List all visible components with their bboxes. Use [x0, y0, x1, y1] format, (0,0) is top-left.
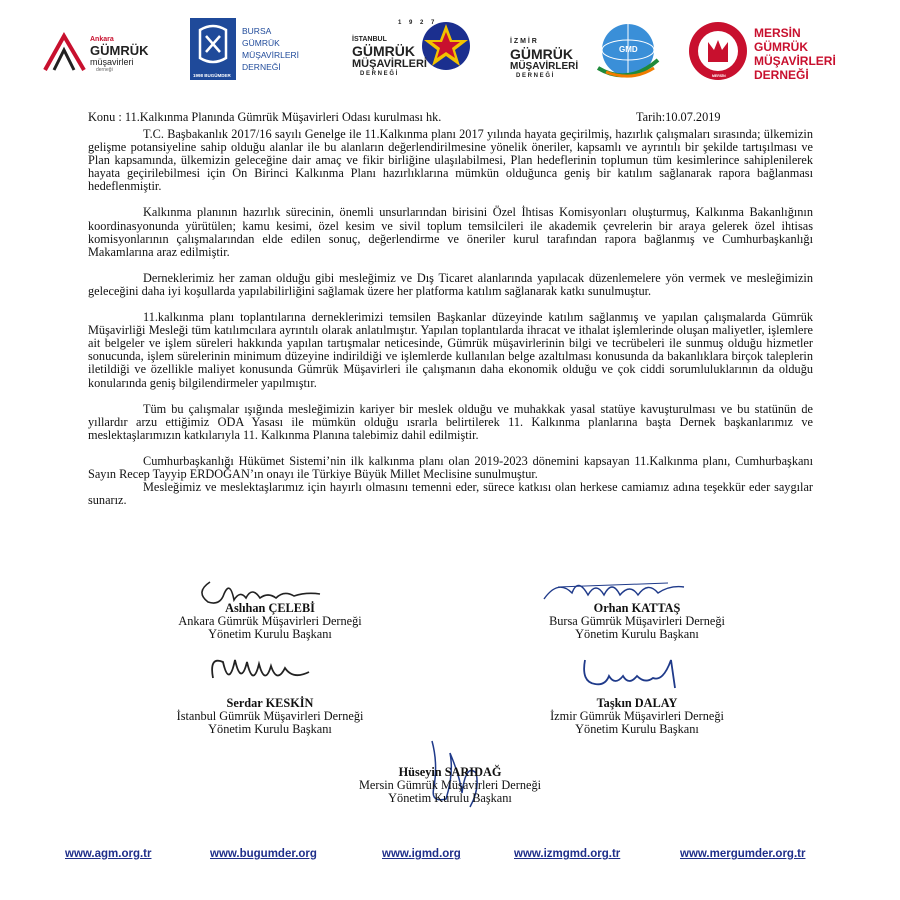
- signatory-org: İstanbul Gümrük Müşavirleri Derneği: [176, 709, 364, 723]
- signatory-org: İzmir Gümrük Müşavirleri Derneği: [550, 709, 724, 723]
- izmir-logo-badge: GMD: [619, 45, 638, 54]
- signatory-name: Serdar KESKİN: [226, 696, 314, 710]
- paragraph-1: T.C. Başbakanlık 2017/16 sayılı Genelge ile 11.Kalkınma planı 2017 yılında hayata geçirilmiş, hazırlık çalışmaları sırasında; ülkemizin gelişme potansiyeline sahip olduğu alanlar ile bu alanların değerlendirilmesine yönelik öneriler, kapsamlı ve ayrıntılı bir şekilde tartışılması ve Plan kapsamında, ülkemizin geleceğine dair amaç ve fikir birliğine ulaşılabilmesi, Plan hedeflerinin toplumun tüm kesimlerince sahiplenilerek hayata geçirilebilmesi için On Birinci Kalkınma Planı hazırlıklarına mümkün olduğunca geniş bir katılım sağlanarak rapora bağlanması hedeflenmiştir.: [88, 127, 813, 194]
- bursa-logo: [190, 18, 330, 88]
- link-mergumder[interactable]: www.mergumder.org.tr: [680, 848, 806, 860]
- signatory-name: Orhan KATTAŞ: [593, 601, 681, 615]
- mersin-logo-line1: MERSİN: [754, 26, 801, 40]
- signatory-org: Bursa Gümrük Müşavirleri Derneği: [549, 614, 725, 628]
- document-date: Tarih:10.07.2019: [636, 110, 721, 124]
- signature-block-bursa: [487, 602, 787, 641]
- signatory-org: Ankara Gümrük Müşavirleri Derneği: [178, 614, 362, 628]
- bursa-logo-line2: GÜMRÜK: [242, 38, 280, 48]
- izmir-logo-line1: İ Z M İ R: [510, 38, 537, 45]
- bursa-emblem-icon: [190, 18, 236, 80]
- letter-body: [88, 128, 813, 507]
- ankara-logo-line3: müşavirleri: [90, 57, 134, 67]
- istanbul-logo-line3: MÜŞAVİRLERİ: [352, 58, 427, 70]
- signature-block-mersin: [300, 766, 600, 805]
- signatory-name: Hüseyin SARIDAĞ: [398, 765, 502, 779]
- mersin-logo-line4: DERNEĞİ: [754, 68, 809, 82]
- mersin-logo: [688, 18, 860, 88]
- istanbul-logo-line2: GÜMRÜK: [352, 43, 415, 59]
- signatory-title: Yönetim Kurulu Başkanı: [575, 722, 699, 736]
- istanbul-logo-year: 1 9 2 7: [398, 20, 438, 26]
- mersin-logo-line2: GÜMRÜK: [754, 40, 808, 54]
- link-agm[interactable]: www.agm.org.tr: [65, 848, 152, 860]
- signature-scribble-dalay: [575, 648, 685, 694]
- mersin-logo-line3: MÜŞAVİRLERİ: [754, 54, 836, 68]
- signatory-title: Yönetim Kurulu Başkanı: [575, 627, 699, 641]
- ankara-logo-line4: derneği: [96, 67, 113, 73]
- mersin-logo-ring: MERSİN: [712, 74, 726, 78]
- izmir-logo-line3: MÜŞAVİRLERİ: [510, 61, 579, 72]
- signatory-name: Aslıhan ÇELEBİ: [225, 601, 315, 615]
- istanbul-logo: [350, 18, 480, 88]
- signature-scribble-keskin: [205, 648, 315, 696]
- bursa-logo-line3: MÜŞAVİRLERİ: [242, 50, 299, 60]
- paragraph-2: Kalkınma planının hazırlık sürecinin, önemli unsurlarından birisini Özel İhtisas Komisyonları oluşturmuş, Kalkınma Bakanlığının koordinasyonunda yürütülen; kamu kesimi, özel kesim ve sivil toplum temsilcileri ile akademik çevrelerin bir araya gelerek özel ihtisas komisyonlarının çalışmalarından elde edilen sonuç, değerlendirme ve öneriler kurul tarafından rapora bağlanmış ve Cumhurbaşkanlığı Makamlarına araz edilmiştir.: [88, 205, 813, 259]
- signatory-title: Yönetim Kurulu Başkanı: [208, 627, 332, 641]
- signature-block-istanbul: [120, 697, 420, 736]
- logo-bar: [40, 18, 860, 90]
- paragraph-7: Mesleğimiz ve meslektaşlarımız için hayırlı olmasını temenni eder, sürece katkısı olan herkese camiamız adına teşekkür eder saygılar sunarız.: [88, 480, 813, 508]
- link-izmgmd[interactable]: www.izmgmd.org.tr: [514, 848, 621, 860]
- paragraph-6: Cumhurbaşkanlığı Hükümet Sistemi’nin ilk kalkınma planı olan 2019-2023 dönemini kapsayan 11.Kalkınma planı, Cumhurbaşkanı Sayın Recep Tayyip ERDOĞAN’ın onayı ile Türkiye Büyük Millet Meclisine sunulmuştur.: [88, 453, 813, 481]
- paragraph-4: 11.kalkınma planı toplantılarına derneklerimizi temsilen Başkanlar düzeyinde katılım sağlanmış ve yapılan çalışmalarda Gümrük Müşavirliği Mesleği tüm katılımcılara ayrıntılı olarak anlatılmıştır. Yapılan toplantılarda ihracat ve ithalat işlemlerinde oluşan maliyetler, işlemlere ait belgeler ve işlem süreleri hakkında yapılan tartışmalar neticesinde, Gümrük müşavirlerinin bilgi ve tecrübeleri ile sunmuş olduğu hizmetler sonucunda, işlem sürelerinin minimum düzeyine indirildiği ve işlemlerde kullanılan belge azaltılması konusunda da bakanlıklara birçok taleplerin iletildiği ve özellikle maliyet konusunda Gümrük Müşavirleri ile çalışmanın daha ekonomik olduğu ve çok ciddi sorumluluklarının da olduğu konularında geniş bilgilendirmeler yapılmıştır.: [88, 310, 813, 390]
- ankara-logo-line2: GÜMRÜK: [90, 43, 149, 58]
- paragraph-3: Derneklerimiz her zaman olduğu gibi mesleğimiz ve Dış Ticaret alanlarında yapılacak düzenlemelere yön vermek ve mesleğimizin geleceğini daha iyi koşullarda yapılabilirliğini sağlamak üzere her platforma katılım sağlanarak katkı sunulmuştur.: [88, 270, 813, 298]
- ankara-logo: [40, 18, 170, 88]
- ankara-emblem-icon: [40, 28, 90, 78]
- signatory-org: Mersin Gümrük Müşavirleri Derneği: [358, 778, 542, 792]
- signature-block-izmir: [487, 697, 787, 736]
- link-igmd[interactable]: www.igmd.org: [382, 848, 461, 860]
- bursa-logo-line4: DERNEĞİ: [242, 62, 281, 72]
- bursa-logo-line1: BURSA: [242, 26, 272, 36]
- signatory-name: Taşkın DALAY: [596, 696, 678, 710]
- izmir-logo: [510, 18, 660, 88]
- bursa-logo-year: 1998 BUGÜMDER: [193, 73, 231, 78]
- subject-line: Konu : 11.Kalkınma Planında Gümrük Müşavirleri Odası kurulması hk.: [88, 110, 442, 124]
- signature-block-ankara: [120, 602, 420, 641]
- ankara-logo-line1: Ankara: [90, 36, 114, 43]
- izmir-logo-line4: D E R N E Ğ İ: [516, 73, 554, 79]
- link-bugumder[interactable]: www.bugumder.org: [210, 848, 317, 860]
- signatory-title: Yönetim Kurulu Başkanı: [388, 791, 512, 805]
- istanbul-logo-line1: İSTANBUL: [352, 36, 387, 43]
- istanbul-logo-line4: D E R N E Ğ İ: [360, 71, 398, 77]
- paragraph-5: Tüm bu çalışmalar ışığında mesleğimizin kariyer bir meslek olduğu ve muhakkak yasal statüye kavuşturulması ve bu statünün de yıllardır arzu ettiğimiz ODA Yasası ile mümkün olduğu ısrarla belirtilerek 11. Kalkınma planlarına başta Dernek başkanlarımız ve meslektaşlarımızın katkılarıyla 11. Kalkınma Planına talebimiz dahil edilmiştir.: [88, 401, 813, 442]
- izmir-logo-line2: GÜMRÜK: [510, 46, 573, 62]
- signatory-title: Yönetim Kurulu Başkanı: [208, 722, 332, 736]
